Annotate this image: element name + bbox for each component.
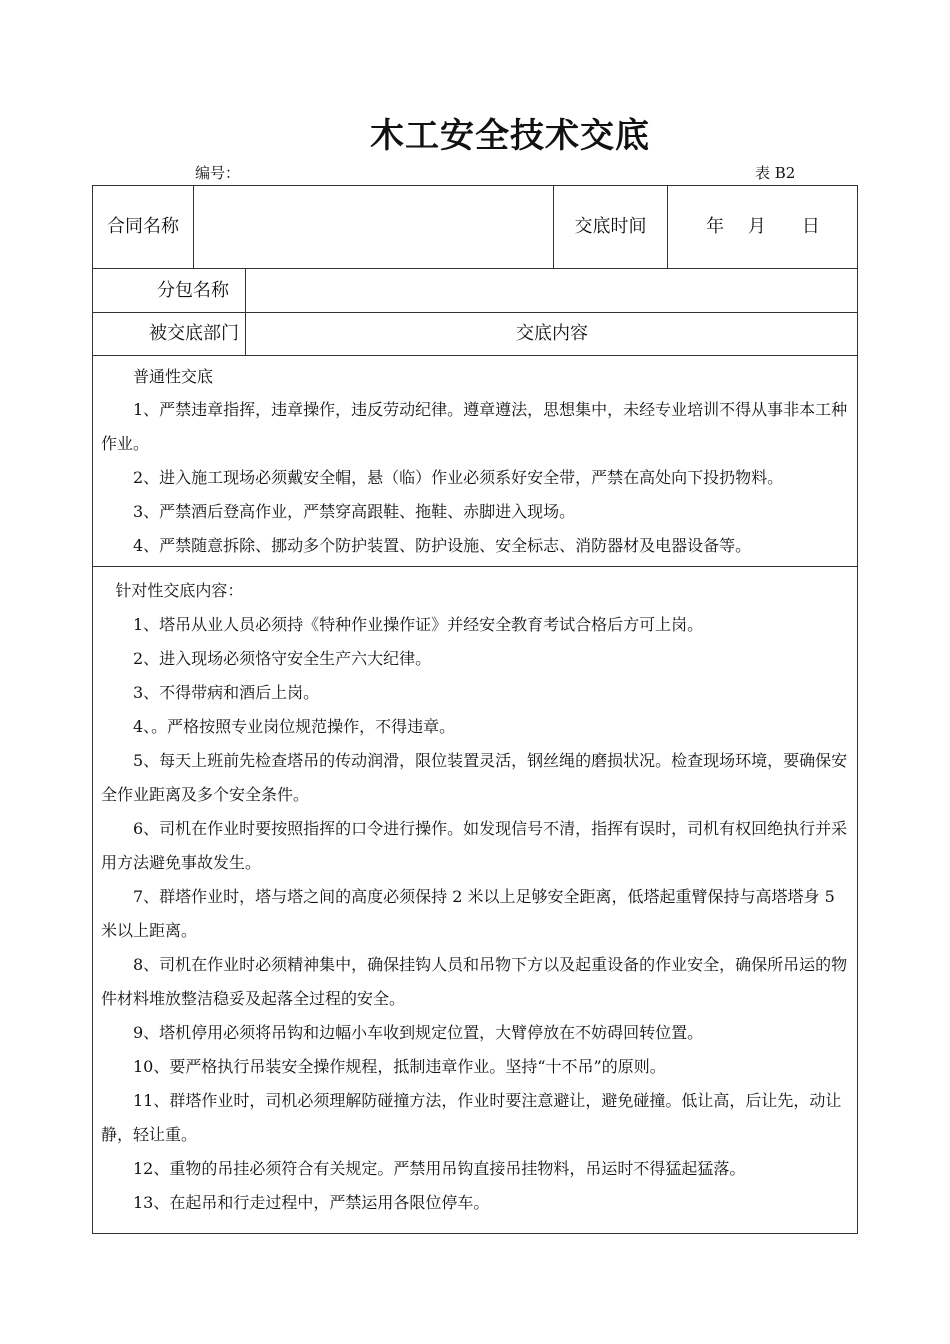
- general-item: 1、严禁违章指挥，违章操作，违反劳动纪律。遵章遵法，思想集中，未经专业培训不得从事非本工种作业。: [101, 400, 848, 453]
- specific-item: 8、司机在作业时必须精神集中，确保挂钩人员和吊物下方以及起重设备的作业安全，确保所吊运的物件材料堆放整洁稳妥及起落全过程的安全。: [101, 955, 848, 1008]
- general-item: 4、严禁随意拆除、挪动多个防护装置、防护设施、安全标志、消防器材及电器设备等。: [133, 536, 752, 555]
- general-section: [101, 361, 849, 563]
- specific-item: 9、塔机停用必须将吊钩和边幅小车收到规定位置，大臂停放在不妨碍回转位置。: [133, 1023, 704, 1042]
- specific-item: 7、群塔作业时，塔与塔之间的高度必须保持 2 米以上足够安全距离，低塔起重臂保持与高塔塔身 5 米以上距离。: [101, 887, 835, 940]
- specific-item: 12、重物的吊挂必须符合有关规定。严禁用吊钩直接吊挂物料，吊运时不得猛起猛落。: [133, 1159, 746, 1178]
- content-label: 交底内容: [516, 323, 588, 344]
- subcontract-label: 分包名称: [157, 280, 229, 301]
- subcontract-value: [246, 269, 858, 312]
- handover-time-label: 交底时间: [574, 216, 647, 237]
- specific-section: [101, 574, 849, 1220]
- specific-heading: 针对性交底内容：: [115, 581, 244, 600]
- general-item: 2、进入施工现场必须戴安全帽，悬（临）作业必须系好安全带，严禁在高处向下投扔物料。: [133, 468, 784, 487]
- form-code: 表 B2: [755, 164, 796, 182]
- specific-item: 3、不得带病和酒后上岗。: [133, 683, 320, 702]
- contract-name-label: 合同名称: [107, 216, 179, 237]
- specific-item: 1、塔吊从业人员必须持《特种作业操作证》并经安全教育考试合格后方可上岗。: [133, 615, 704, 634]
- general-heading: 普通性交底: [133, 367, 214, 386]
- document-title: 木工安全技术交底: [370, 116, 650, 156]
- specific-item: 2、进入现场必须恪守安全生产六大纪律。: [133, 649, 432, 668]
- specific-item: 13、在起吊和行走过程中，严禁运用各限位停车。: [133, 1193, 490, 1212]
- specific-item: 10、要严格执行吊装安全操作规程，抵制违章作业。坚持“十不吊”的原则。: [133, 1057, 666, 1076]
- dept-label: 被交底部门: [149, 323, 239, 344]
- specific-item: 5、每天上班前先检查塔吊的传动润滑，限位装置灵活，钢丝绳的磨损状况。检查现场环境，要确保安全作业距离及多个安全条件。: [101, 751, 848, 804]
- specific-item: 4、。严格按照专业岗位规范操作，不得违章。: [133, 717, 456, 736]
- specific-item: 11、群塔作业时，司机必须理解防碰撞方法，作业时要注意避让，避免碰撞。低让高，后让先，动让静，轻让重。: [101, 1091, 842, 1144]
- handover-table: [92, 185, 858, 1234]
- specific-item: 6、司机在作业时要按照指挥的口令进行操作。如发现信号不清，指挥有误时，司机有权回绝执行并采用方法避免事故发生。: [101, 819, 848, 872]
- general-item: 3、严禁酒后登高作业，严禁穿高跟鞋、拖鞋、赤脚进入现场。: [133, 502, 576, 521]
- handover-date-value: 年 月 日: [706, 216, 820, 237]
- document-number-label: 编号：: [195, 164, 241, 182]
- contract-name-value: [194, 186, 553, 268]
